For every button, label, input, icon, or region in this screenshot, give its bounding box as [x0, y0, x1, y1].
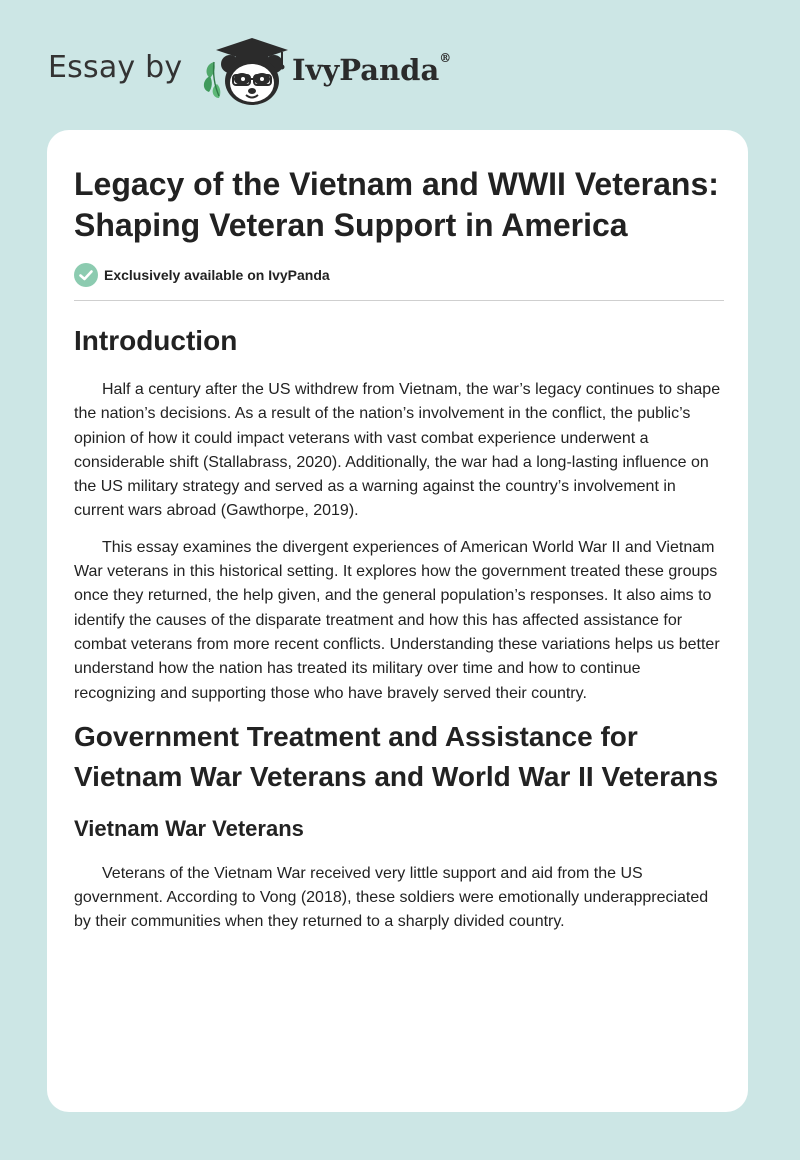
exclusive-badge: [74, 262, 724, 288]
section-heading-introduction: Introduction: [74, 325, 238, 356]
ivypanda-logo[interactable]: [200, 34, 292, 108]
section-heading-government-treatment: Government Treatment and Assistance for Vietnam War Veterans and World War II Veterans: [74, 720, 719, 792]
brand-name[interactable]: [292, 53, 451, 87]
exclusive-badge-text: Exclusively available on IvyPanda: [104, 267, 330, 283]
essay-title: Legacy of the Vietnam and WWII Veterans: Shaping Veteran Support in America: [74, 166, 719, 243]
registered-mark: ®: [439, 51, 452, 65]
paragraph: Half a century after the US withdrew from Vietnam, the war’s legacy continues to shape the nation’s decisions. As a result of the nation’s involvement in the conflict, the public’s opinion of how it could impact veterans with vast combat experience underwent a considerable shift (Stallabrass, 2020). Additionally, the war had a long-lasting influence on the US military strategy and served as a warning against the country’s involvement in current wars abroad (Gawthorpe, 2019).: [74, 381, 721, 520]
essay-card: [47, 130, 748, 1112]
essay-content: [74, 164, 724, 935]
subheading-vietnam-war-veterans: Vietnam War Veterans: [74, 815, 304, 841]
panda-head-icon: [221, 55, 283, 105]
paragraph: This essay examines the divergent experiences of American World War II and Vietnam War veterans in this historical setting. It explores how the government treated these groups once they returned, the help given, and the general population’s responses. It also aims to identify the causes of the disparate treatment and how this has affected assistance for combat veterans from more recent conflicts. Understanding these variations helps us better understand how the nation has treated its military over time and how to continue recognizing and supporting those who have bravely served their country.: [74, 538, 720, 702]
site-header: [0, 0, 800, 130]
brand-name-text: IvyPanda: [292, 53, 440, 87]
essay-by-label: Essay by: [48, 50, 183, 85]
check-circle-icon: [74, 263, 98, 287]
title-divider: [74, 300, 724, 301]
ivy-leaf-icon: [204, 62, 220, 98]
paragraph: Veterans of the Vietnam War received very little support and aid from the US government. According to Vong (2018), these soldiers were emotionally underappreciated by their communities when they returned to a sharply divided country.: [74, 864, 709, 931]
